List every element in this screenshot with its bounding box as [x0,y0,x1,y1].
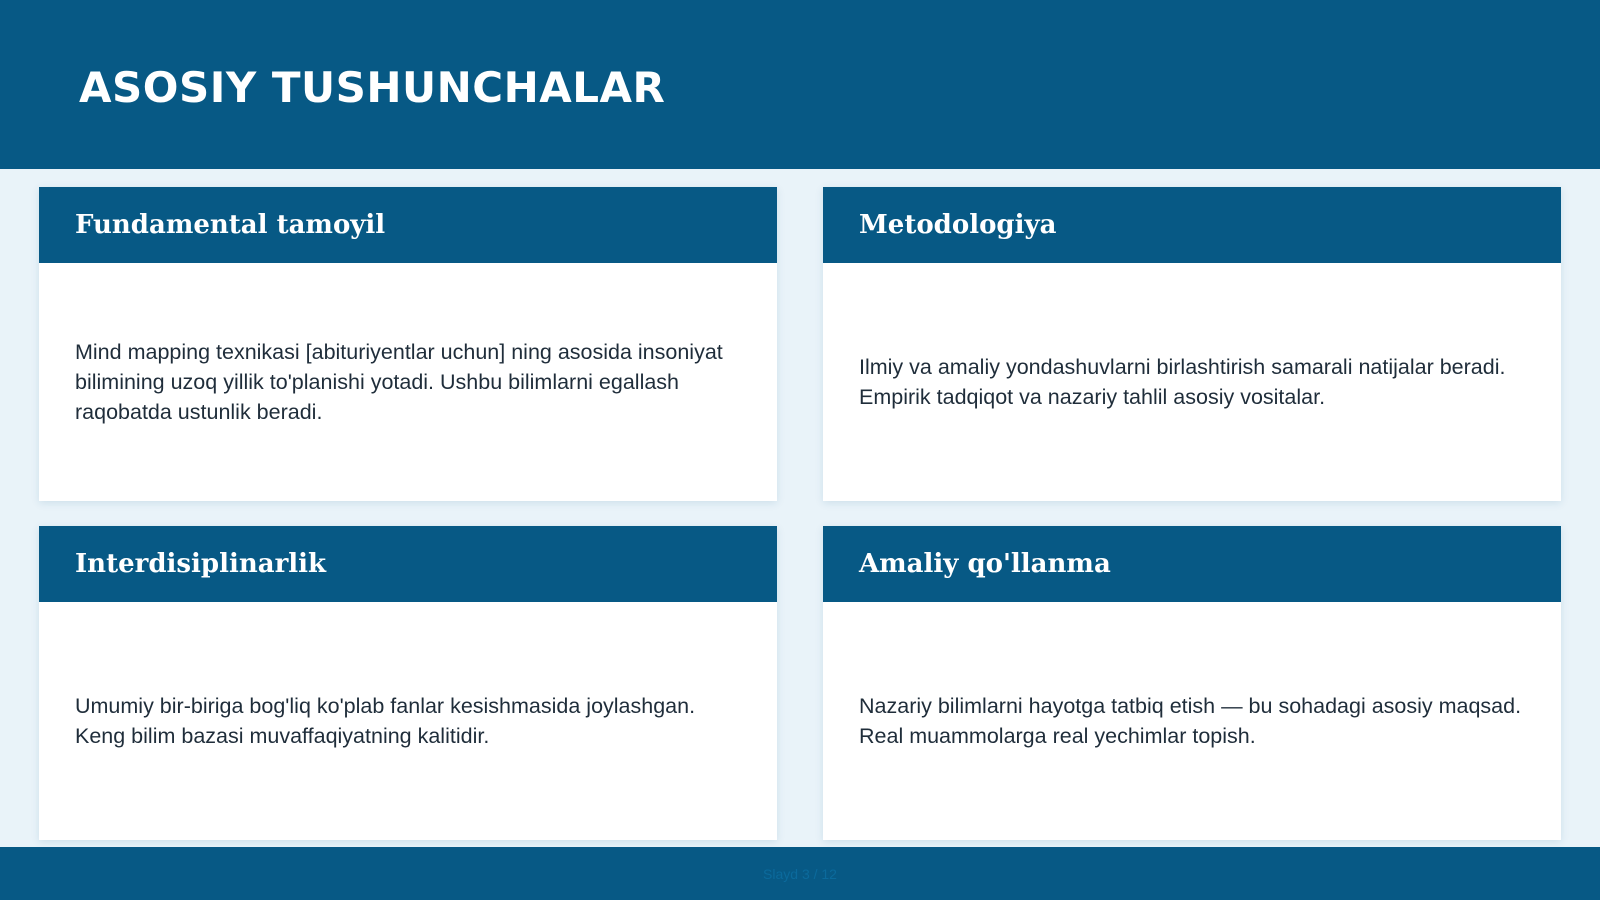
card-title: Amaliy qo'llanma [859,549,1111,579]
card-title: Metodologiya [859,210,1057,240]
card-header [39,526,777,602]
slide-number: Slayd 3 / 12 [763,865,837,882]
card-body [39,602,777,840]
card-body [823,602,1561,840]
card-header [823,526,1561,602]
slide-title: ASOSIY TUSHUNCHALAR [79,63,666,112]
card-text: Mind mapping texnikasi [abituriyentlar uchun] ning asosida insoniyat bilimining uzoq yillik to'planishi yotadi. Ushbu bilimlarni egallash raqobatda ustunlik beradi. [75,340,723,424]
card-body [823,263,1561,501]
card-body [39,263,777,501]
card-text: Nazariy bilimlarni hayotga tatbiq etish — bu sohadagi asosiy maqsad. Real muammolarga real yechimlar topish. [859,694,1522,748]
card-methodology [823,187,1561,501]
card-title: Fundamental tamoyil [75,210,386,240]
cards-grid [39,187,1561,840]
card-fundamental-principle [39,187,777,501]
card-practical-application [823,526,1561,840]
slide-header [0,0,1600,169]
card-header [39,187,777,263]
card-interdisciplinarity [39,526,777,840]
card-text: Umumiy bir-biriga bog'liq ko'plab fanlar kesishmasida joylashgan. Keng bilim bazasi muvaffaqiyatning kalitidir. [75,694,696,748]
card-text: Ilmiy va amaliy yondashuvlarni birlashtirish samarali natijalar beradi. Empirik tadqiqot va nazariy tahlil asosiy vositalar. [859,355,1506,409]
card-title: Interdisiplinarlik [75,549,327,579]
slide-footer [0,847,1600,900]
card-header [823,187,1561,263]
